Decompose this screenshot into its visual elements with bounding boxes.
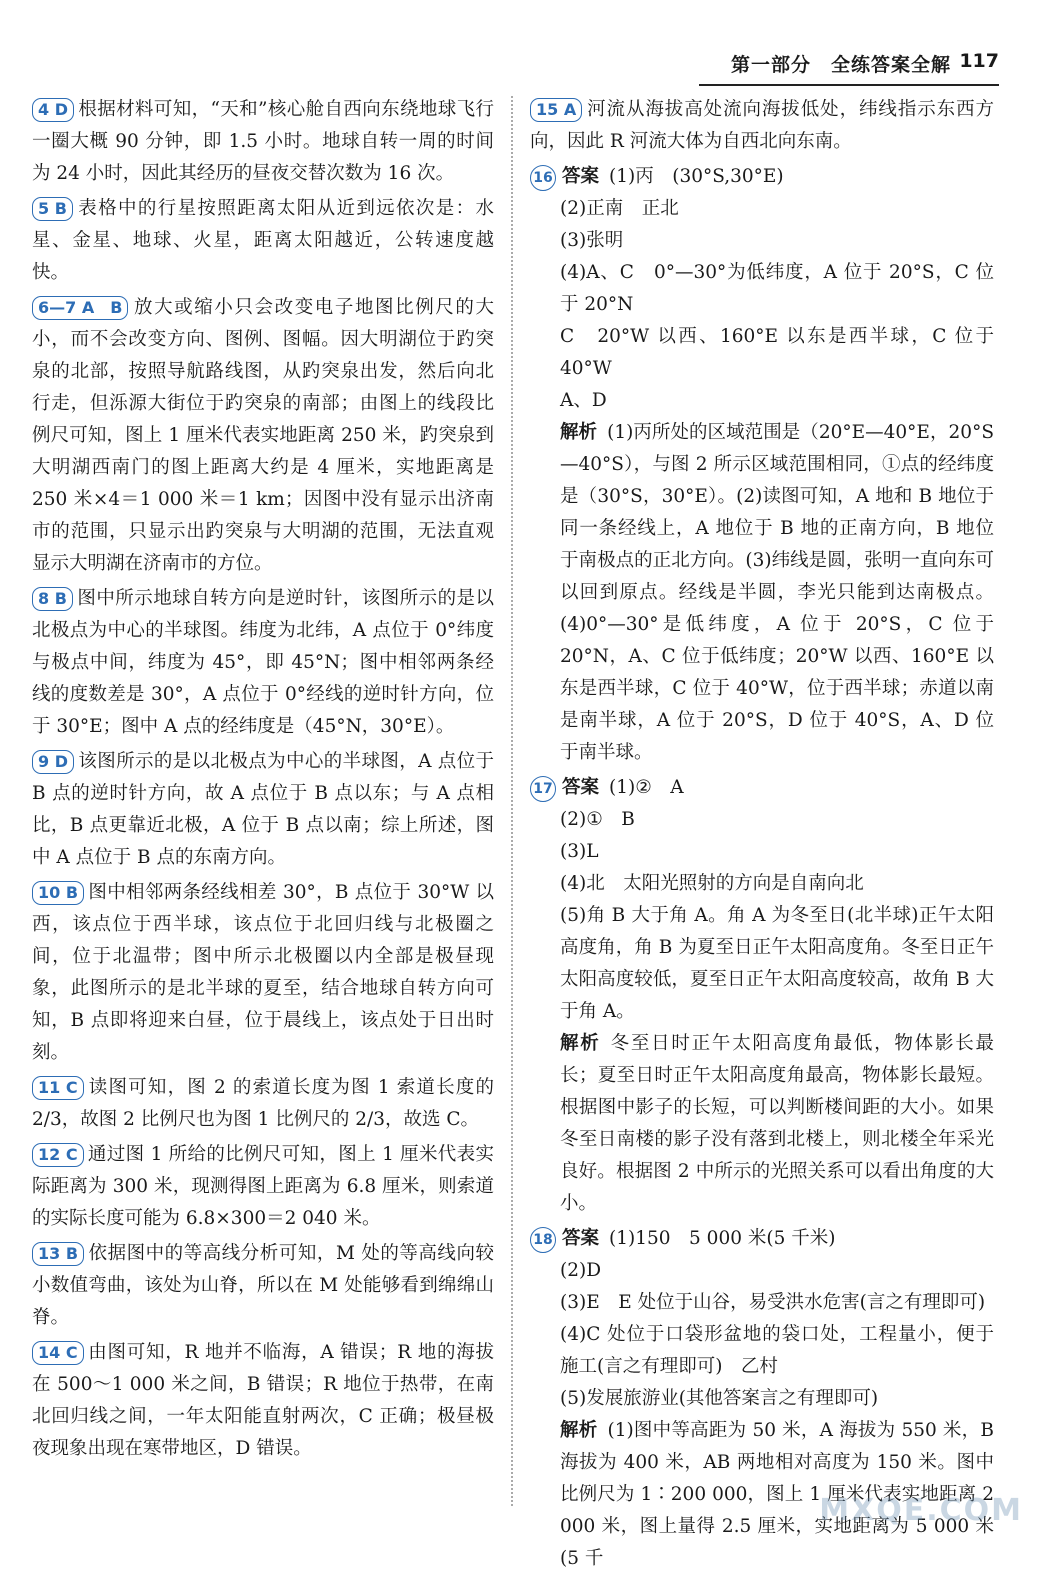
answer-tag: 6—7 A B [32, 296, 128, 320]
question-17 [530, 772, 994, 1220]
answer-line: (2)正南 正北 [560, 198, 679, 219]
answer-tag: 9 D [32, 750, 74, 774]
answer-line: (3)L [560, 841, 599, 862]
answer-line: (1)150 5 000 米(5 千米) [609, 1228, 836, 1249]
answer-item [32, 292, 494, 580]
question-number: 16 [530, 165, 556, 191]
answer-item [32, 1139, 494, 1235]
answer-text: 根据材料可知，“天和”核心舱自西向东绕地球飞行一圈大概 90 分钟，即 1.5 小时。地球自转一周的时间为 24 小时，因此其经历的昼夜交替次数为 16 次。 [32, 99, 494, 184]
page-header [699, 14, 999, 86]
explanation-text: (1)图中等高距为 50 米，A 海拔为 550 米，B 海拔为 400 米，AB 两地相对高度为 150 米。图中比例尺为 1∶200 000，图上 1 厘米代表实地距离 2 000 米，图上量得 2.5 厘米，实地距离为 5 000 米(5 千 [560, 1420, 994, 1569]
answer-item [32, 1072, 494, 1136]
answer-item [32, 193, 494, 289]
watermark [793, 1458, 1023, 1528]
column-divider [511, 96, 513, 1506]
answer-item [32, 94, 494, 190]
answer-text: 读图可知，图 2 的索道长度为图 1 索道长度的 2/3，故图 2 比例尺也为图 1 比例尺的 2/3，故选 C。 [32, 1077, 494, 1130]
explanation-label: 解析 [560, 1420, 598, 1441]
answer-text: 河流从海拔高处流向海拔低处，纬线指示东西方向，因此 R 河流大体为自西北向东南。 [530, 99, 994, 152]
answer-line: (4)A、C 0°—30°为低纬度，A 位于 20°S，C 位于 20°N [560, 262, 994, 315]
question-16 [530, 161, 994, 769]
left-column [32, 94, 494, 1468]
answer-line: (3)E E 处位于山谷，易受洪水危害(言之有理即可) [560, 1292, 986, 1313]
answer-line: (1)丙 (30°S,30°E) [609, 166, 784, 187]
answer-line: (4)C 处位于口袋形盆地的袋口处，工程量小，便于施工(言之有理即可) 乙村 [560, 1324, 994, 1377]
answer-tag: 4 D [32, 98, 74, 122]
answer-text: 该图所示的是以北极点为中心的半球图，A 点位于 B 点的逆时针方向，故 A 点位于 B 点以东；与 A 点相比，B 点更靠近北极，A 位于 B 点以南；综上所述，图中 A 点位于 B 点的东南方向。 [32, 751, 494, 868]
answer-tag: 11 C [32, 1076, 84, 1100]
answer-label: 答案 [562, 777, 600, 798]
answer-tag: 15 A [530, 98, 582, 122]
explanation-label: 解析 [560, 1033, 601, 1054]
answer-label: 答案 [562, 166, 600, 187]
answer-text: 图中相邻两条经线相差 30°，B 点位于 30°W 以西，该点位于西半球，该点位于北回归线与北极圈之间，位于北温带；图中所示北极圈以内全部是极昼现象，此图所示的是北半球的夏至，结合地球自转方向可知，B 点即将迎来白昼，位于晨线上，该点处于日出时刻。 [32, 882, 494, 1063]
answer-line: (3)张明 [560, 230, 624, 251]
answer-item [32, 1337, 494, 1465]
answer-text: 依据图中的等高线分析可知，M 处的等高线向较小数值弯曲，该处为山脊，所以在 M 处能够看到绵绵山脊。 [32, 1243, 494, 1328]
section-title: 第一部分 全练答案全解 [730, 54, 951, 76]
answer-line: (1)② A [609, 777, 684, 798]
answer-line: (2)① B [560, 809, 635, 830]
answer-tag: 10 B [32, 881, 84, 905]
answer-tag: 13 B [32, 1242, 84, 1266]
answer-tag: 12 C [32, 1143, 84, 1167]
answer-tag: 14 C [32, 1341, 84, 1365]
answer-line: A、D [560, 390, 607, 411]
answer-text: 放大或缩小只会改变电子地图比例尺的大小，而不会改变方向、图例、图幅。因大明湖位于趵突泉的北部，按照导航路线图，从趵突泉出发，然后向北行走，但泺源大街位于趵突泉的南部；由图上的线段比例尺可知，图上 1 厘米代表实地距离 250 米，趵突泉到大明湖西南门的图上距离大约是 4 厘米，实地距离是 250 米×4＝1 000 米＝1 km；因图中没有显示出济南市的范围，只显示出趵突泉与大明湖的范围，无法直观显示大明湖在济南市的方位。 [32, 297, 494, 574]
header-rule [699, 84, 999, 86]
explanation-text: (1)丙所处的区域范围是（20°E—40°E，20°S—40°S），与图 2 所示区域范围相同，①点的经纬度是（30°S，30°E）。(2)读图可知，A 地和 B 地位于同一条经线上，A 地位于 B 地的正南方向，B 地位于南极点的正北方向。(3)纬线是圆，张明一直向东可以回到原点。经线是半圆，李光只能到达南极点。(4)0°—30°是低纬度，A 位于 20°S，C 位于20°N，A、C 位于低纬度；20°W 以西、160°E 以东是西半球，C 位于 40°W，位于西半球；赤道以南是南半球，A 位于 20°S，D 位于 40°S，A、D 位于南半球。 [560, 422, 994, 763]
answer-text: 图中所示地球自转方向是逆时针，该图所示的是以北极点为中心的半球图。纬度为北纬，A 点位于 0°纬度与极点中间，纬度为 45°，即 45°N；图中相邻两条经线的度数差是 30°，A 点位于 0°经线的逆时针方向，位于 30°E；图中 A 点的经纬度是（45°N，30°E）。 [32, 588, 494, 737]
explanation-label: 解析 [560, 422, 598, 443]
answer-tag: 5 B [32, 197, 73, 221]
answer-item [32, 746, 494, 874]
answer-line: (2)D [560, 1260, 602, 1281]
question-number: 18 [530, 1227, 556, 1253]
answer-line: (5)角 B 大于角 A。角 A 为冬至日(北半球)正午太阳高度角，角 B 为夏至日正午太阳高度角。冬至日正午太阳高度较低，夏至日正午太阳高度较高，故角 B 大于角 A。 [560, 905, 994, 1022]
answer-item [32, 1238, 494, 1334]
answer-text: 表格中的行星按照距离太阳从近到远依次是：水星、金星、地球、火星，距离太阳越近，公转速度越快。 [32, 198, 494, 283]
answer-line: (5)发展旅游业(其他答案言之有理即可) [560, 1388, 879, 1409]
answer-tag: 8 B [32, 587, 73, 611]
answer-item-15 [530, 94, 994, 158]
watermark-text: MXQE.COM [819, 1493, 1023, 1528]
right-column [530, 94, 994, 1578]
answer-line: C 20°W 以西、160°E 以东是西半球，C 位于 40°W [560, 326, 994, 379]
answer-text: 通过图 1 所给的比例尺可知，图上 1 厘米代表实际距离为 300 米，现测得图上距离为 6.8 厘米，则索道的实际长度可能为 6.8×300＝2 040 米。 [32, 1144, 494, 1229]
answer-item [32, 877, 494, 1069]
explanation-text: 冬至日时正午太阳高度角最低，物体影长最长；夏至日时正午太阳高度角最高，物体影长最短。根据图中影子的长短，可以判断楼间距的大小。如果冬至日南楼的影子没有落到北楼上，则北楼全年采光良好。根据图 2 中所示的光照关系可以看出角度的大小。 [560, 1033, 994, 1214]
question-number: 17 [530, 776, 556, 802]
answer-line: (4)北 太阳光照射的方向是自南向北 [560, 873, 864, 894]
answer-item [32, 583, 494, 743]
answer-label: 答案 [562, 1228, 600, 1249]
answer-text: 由图可知，R 地并不临海，A 错误；R 地的海拔在 500～1 000 米之间，B 错误；R 地位于热带，在南北回归线之间，一年太阳能直射两次，C 正确；极昼极夜现象出现在寒带地区，D 错误。 [32, 1342, 494, 1459]
page-number: 117 [959, 50, 999, 72]
